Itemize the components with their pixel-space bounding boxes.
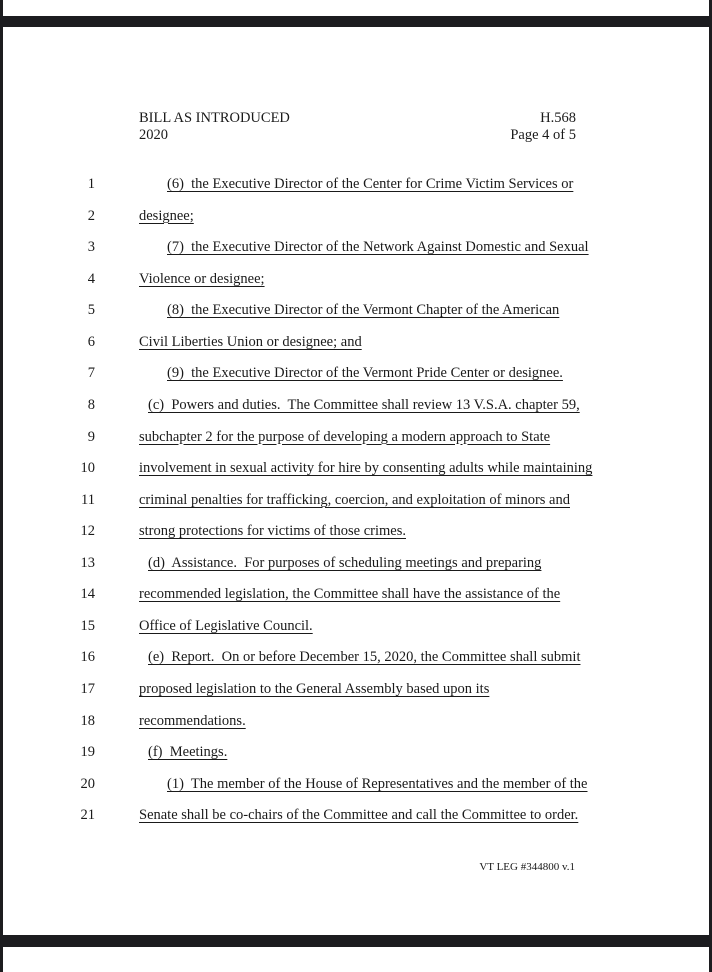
line-text: (1) The member of the House of Representatives and the member of the [167, 775, 588, 792]
line-number: 6 [87, 333, 95, 350]
line-text: criminal penalties for trafficking, coercion, and exploitation of minors and [139, 491, 570, 508]
line-text: recommendations. [139, 712, 246, 729]
line-number: 1 [87, 176, 95, 192]
line-number: 7 [87, 365, 95, 382]
bill-line [3, 680, 709, 712]
line-text: Civil Liberties Union or designee; and [139, 333, 362, 350]
line-text: proposed legislation to the General Assembly based upon its [139, 681, 490, 697]
bill-line [3, 301, 709, 333]
line-number: 5 [87, 302, 95, 319]
bill-line [3, 238, 709, 270]
line-text: (d) Assistance. For purposes of scheduling meetings and preparing [148, 554, 542, 571]
bill-line [3, 775, 709, 807]
header-doc-status: BILL AS INTRODUCED [139, 110, 290, 126]
bill-page [3, 27, 709, 935]
bill-line [3, 175, 709, 207]
line-number: 15 [80, 617, 95, 634]
header-page-indicator: Page 4 of 5 [510, 126, 576, 143]
line-number: 21 [80, 807, 95, 824]
line-text: designee; [139, 207, 194, 224]
line-number: 17 [80, 681, 95, 697]
bill-line [3, 396, 709, 428]
line-number: 12 [80, 523, 95, 540]
line-text: Violence or designee; [139, 270, 265, 287]
line-number: 9 [87, 428, 95, 445]
document-reference: VT LEG #344800 v.1 [479, 861, 575, 873]
line-text: recommended legislation, the Committee shall have the assistance of the [139, 586, 561, 603]
bill-line [3, 585, 709, 617]
line-number: 3 [87, 239, 95, 256]
bill-line [3, 364, 709, 396]
line-number: 4 [87, 270, 95, 287]
bill-line [3, 806, 709, 838]
bill-line [3, 491, 709, 523]
line-text: strong protections for victims of those crimes. [139, 523, 406, 540]
line-number: 20 [80, 775, 95, 792]
page-footer [479, 861, 575, 873]
header-right-block [510, 110, 576, 143]
line-text: (8) the Executive Director of the Vermont Chapter of the American [167, 302, 560, 319]
bill-line [3, 207, 709, 239]
line-number: 18 [80, 712, 95, 729]
line-text: (7) the Executive Director of the Network Against Domestic and Sexual [167, 239, 589, 256]
line-text: (f) Meetings. [148, 744, 228, 761]
bill-line [3, 617, 709, 649]
page-header [139, 110, 576, 143]
bill-line [3, 428, 709, 460]
line-text: involvement in sexual activity for hire by consenting adults while maintaining [139, 460, 593, 477]
bill-line [3, 459, 709, 491]
line-number: 10 [80, 460, 95, 477]
line-text: Office of Legislative Council. [139, 617, 313, 634]
line-text: subchapter 2 for the purpose of developing a modern approach to State [139, 428, 551, 445]
line-text: (e) Report. On or before December 15, 2020, the Committee shall submit [148, 649, 581, 666]
line-text: Senate shall be co-chairs of the Committee and call the Committee to order. [139, 807, 579, 824]
bill-line [3, 712, 709, 744]
bill-line [3, 648, 709, 680]
previous-page-bottom-edge [3, 0, 709, 16]
next-page-top-edge [3, 947, 709, 972]
line-number: 11 [81, 491, 95, 508]
line-text: (c) Powers and duties. The Committee shall review 13 V.S.A. chapter 59, [148, 396, 580, 413]
line-number: 14 [80, 586, 95, 603]
line-number: 8 [87, 396, 95, 413]
bill-line [3, 522, 709, 554]
line-text: (6) the Executive Director of the Center for Crime Victim Services or [167, 176, 574, 192]
header-bill-number: H.568 [540, 110, 576, 126]
bill-text-lines [3, 175, 709, 838]
line-number: 19 [80, 744, 95, 761]
line-number: 2 [87, 207, 95, 224]
line-number: 16 [80, 649, 95, 666]
bill-line [3, 743, 709, 775]
line-text: (9) the Executive Director of the Vermont Pride Center or designee. [167, 365, 563, 382]
line-number: 13 [80, 554, 95, 571]
bill-line [3, 554, 709, 586]
bill-line [3, 333, 709, 365]
header-left-block [139, 110, 290, 143]
header-year: 2020 [139, 126, 168, 143]
bill-line [3, 270, 709, 302]
